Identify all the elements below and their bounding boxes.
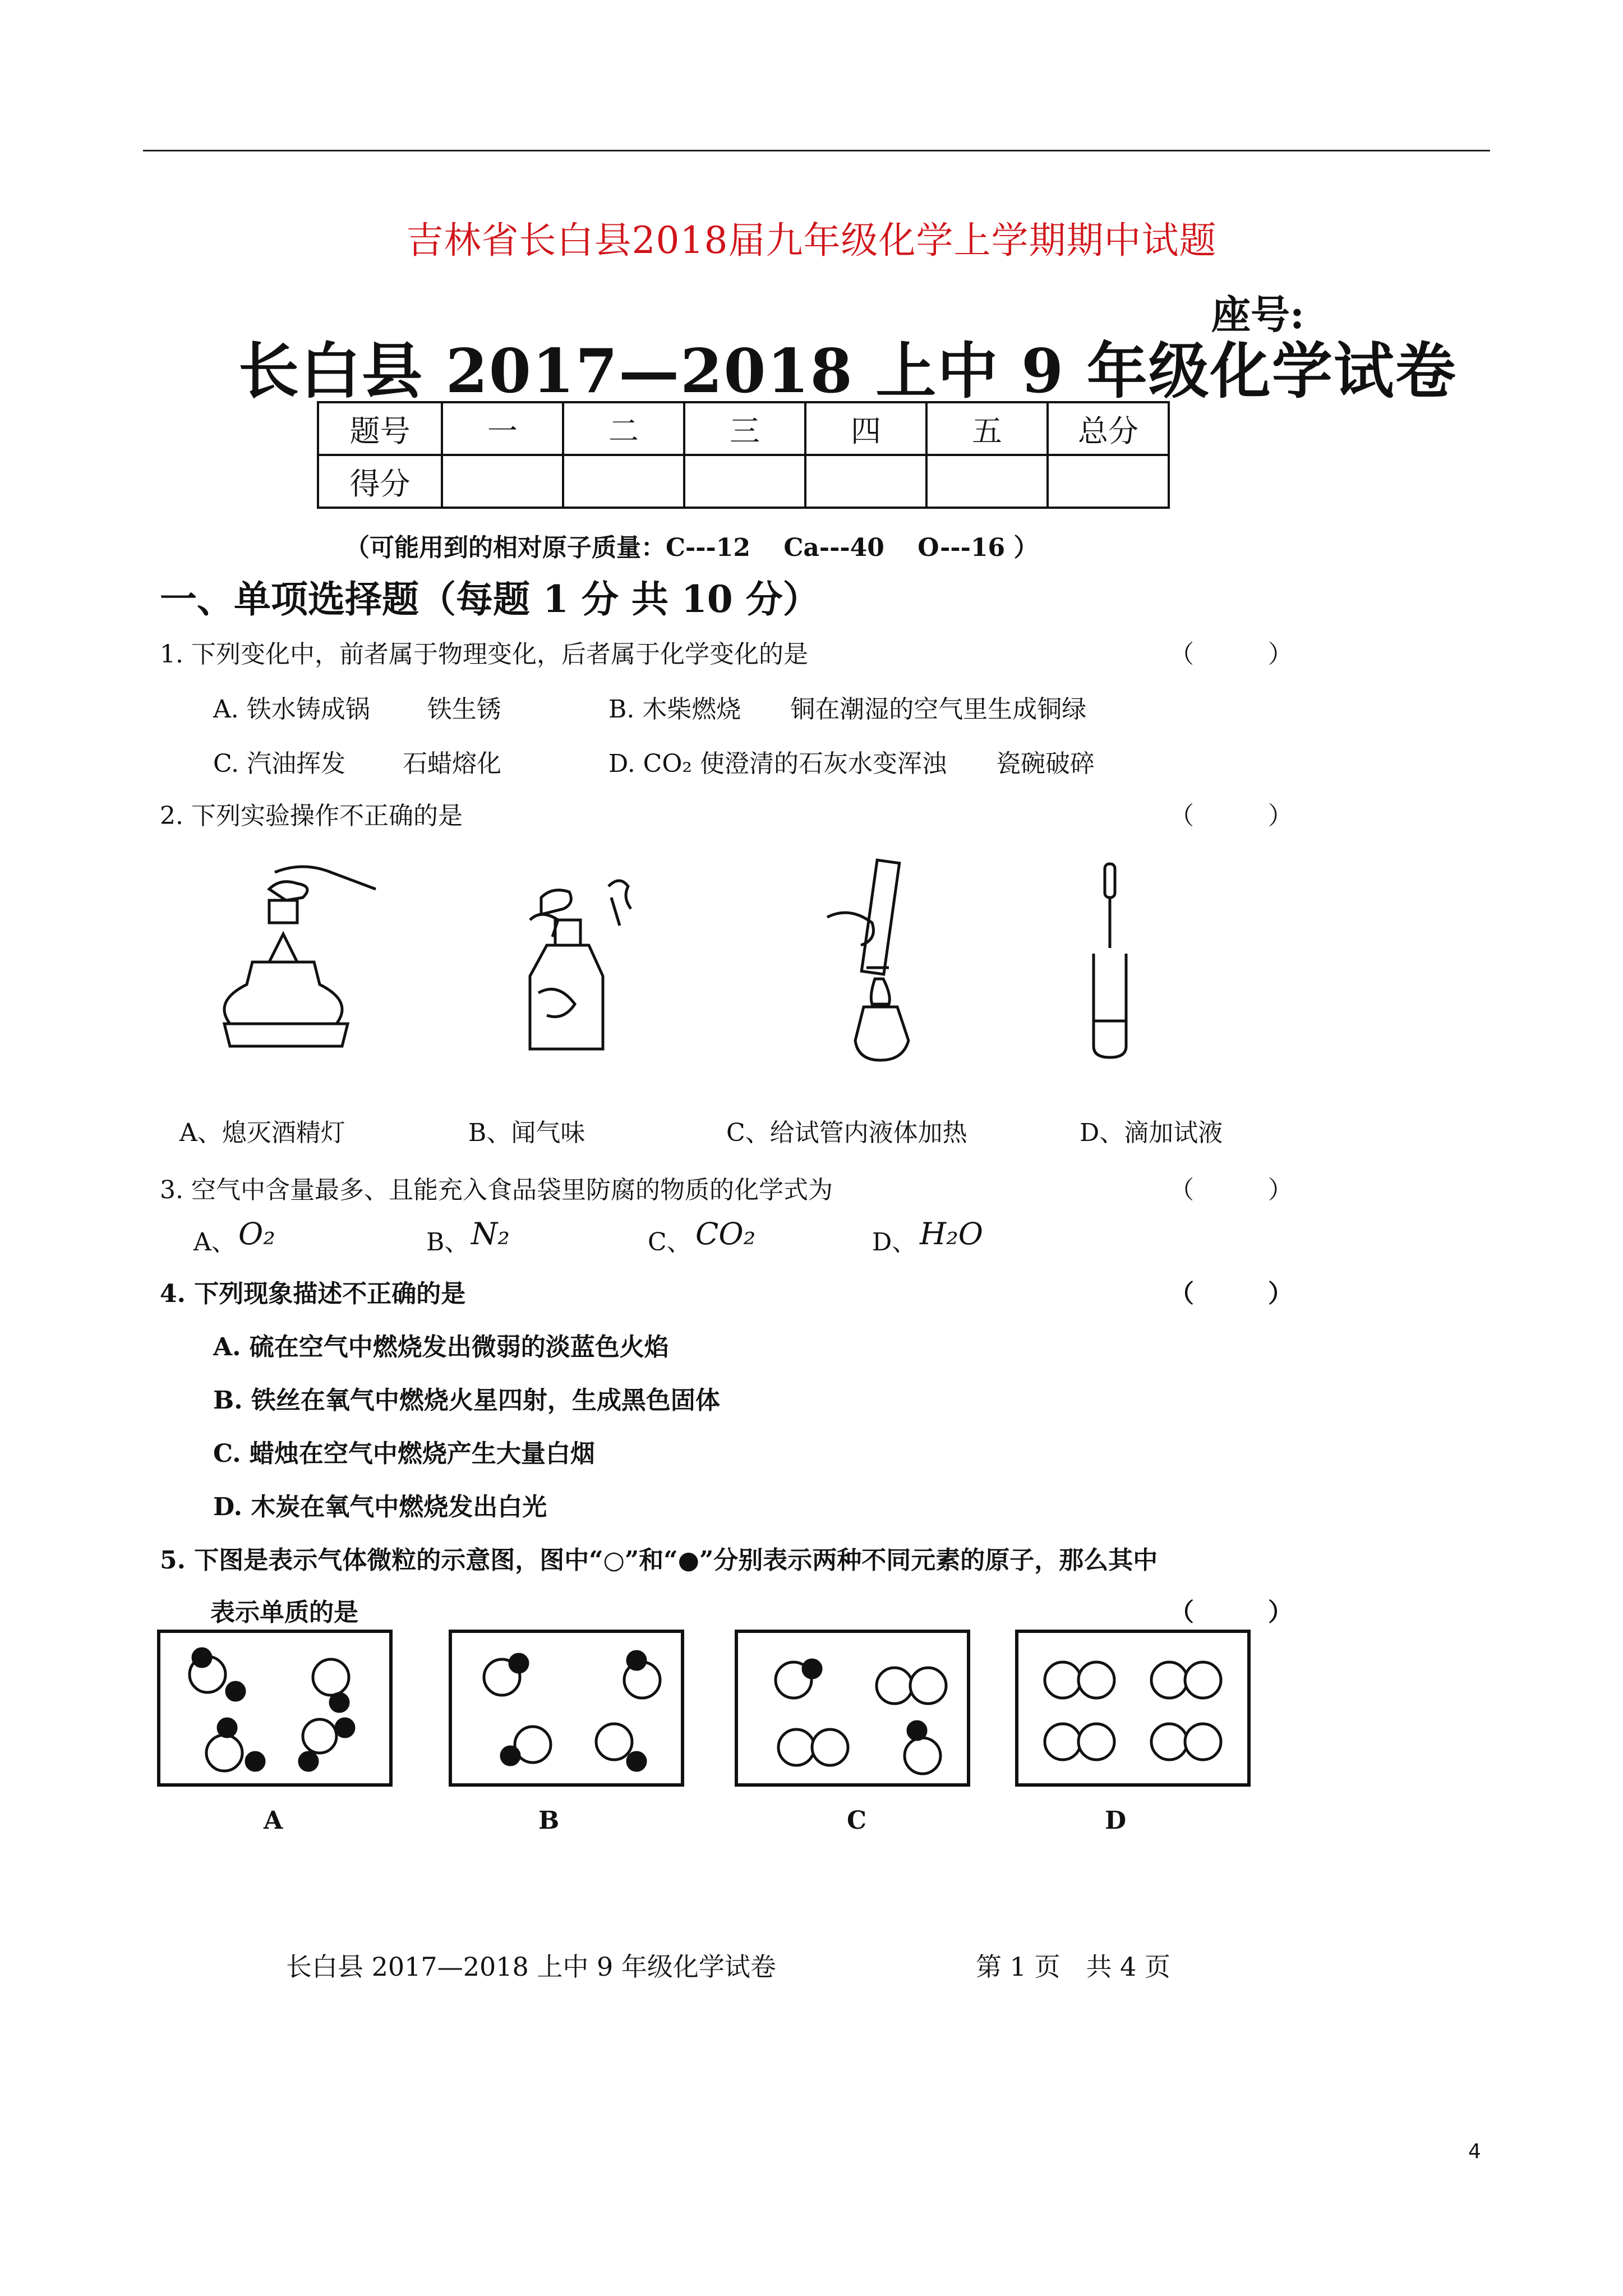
box-label-a: A	[264, 1806, 283, 1835]
score-cell: 二	[563, 402, 684, 455]
question-3-option-a: O₂	[238, 1216, 275, 1251]
seat-number-label: 座号:	[1211, 291, 1304, 338]
question-5-stem-continued: 表示单质的是	[210, 1598, 358, 1627]
particle-box-b	[449, 1630, 684, 1787]
particle-box-c	[735, 1630, 970, 1787]
question-1-option-b: B. 木柴燃烧 铜在潮湿的空气里生成铜绿	[608, 695, 1087, 724]
answer-paren: （ ）	[1169, 640, 1293, 669]
score-input-cell[interactable]	[563, 455, 684, 508]
score-cell: 五	[926, 402, 1048, 455]
score-input-cell[interactable]	[805, 455, 926, 508]
question-5-stem: 5. 下图是表示气体微粒的示意图，图中“○”和“●”分别表示两种不同元素的原子，那么其中	[160, 1546, 1158, 1575]
question-3-option-d-letter: D、	[872, 1228, 917, 1257]
answer-paren: （ ）	[1169, 802, 1293, 830]
score-table	[317, 401, 1170, 509]
footer-exam-title: 长白县 2017—2018 上中 9 年级化学试卷	[286, 1952, 776, 1982]
question-3-option-d: H₂O	[920, 1216, 984, 1251]
score-input-cell[interactable]	[926, 455, 1048, 508]
question-2-option-b: B、闻气味	[468, 1119, 585, 1147]
particle-box-d	[1015, 1630, 1251, 1787]
score-cell: 一	[442, 402, 563, 455]
score-table-header-row	[318, 402, 1169, 455]
score-cell: 总分	[1048, 402, 1169, 455]
box-label-d: D	[1105, 1806, 1127, 1835]
question-3-option-c: CO₂	[695, 1216, 756, 1251]
document-title: 吉林省长白县2018届九年级化学上学期期中试题	[406, 219, 1217, 262]
exam-title: 长白县 2017—2018 上中 9 年级化学试卷	[238, 336, 1457, 407]
top-rule	[143, 150, 1490, 151]
question-4-option-a: A. 硫在空气中燃烧发出微弱的淡蓝色火焰	[213, 1333, 669, 1361]
question-4-option-c: C. 蜡烛在空气中燃烧产生大量白烟	[213, 1439, 595, 1468]
page-number: 4	[1468, 2140, 1481, 2163]
question-1-option-d: D. CO₂ 使澄清的石灰水变浑浊 瓷碗破碎	[608, 749, 1095, 778]
score-table-score-row	[318, 455, 1169, 508]
section-heading: 一、单项选择题（每题 1 分 共 10 分）	[160, 577, 820, 621]
score-cell: 三	[684, 402, 805, 455]
box-label-c: C	[847, 1806, 867, 1835]
answer-paren: （ ）	[1169, 1176, 1293, 1204]
question-4-option-d: D. 木炭在氧气中燃烧发出白光	[213, 1493, 547, 1521]
score-input-cell[interactable]	[442, 455, 563, 508]
question-2-option-d: D、滴加试液	[1080, 1119, 1223, 1147]
answer-paren: （ ）	[1169, 1598, 1293, 1627]
question-3-option-b-letter: B、	[426, 1228, 469, 1257]
dropper-figure	[1080, 853, 1141, 1066]
question-1-option-c: C. 汽油挥发 石蜡熔化	[213, 749, 502, 778]
question-3-option-b: N₂	[471, 1216, 510, 1251]
score-cell: 得分	[318, 455, 442, 508]
question-2-option-c: C、给试管内液体加热	[726, 1119, 967, 1147]
question-1-stem: 1. 下列变化中，前者属于物理变化，后者属于化学变化的是	[160, 640, 808, 669]
box-label-b: B	[538, 1806, 560, 1835]
particle-box-a	[157, 1630, 393, 1787]
alcohol-lamp-figure	[208, 855, 393, 1069]
question-2-option-a: A、熄灭酒精灯	[179, 1119, 345, 1147]
question-1-option-a: A. 铁水铸成锅 铁生锈	[213, 695, 501, 724]
question-4-stem: 4. 下列现象描述不正确的是	[160, 1280, 466, 1308]
footer-page-info: 第 1 页 共 4 页	[976, 1952, 1171, 1982]
question-3-option-a-letter: A、	[193, 1228, 236, 1257]
question-2-stem: 2. 下列实验操作不正确的是	[160, 802, 463, 830]
score-cell: 四	[805, 402, 926, 455]
question-4-option-b: B. 铁丝在氧气中燃烧火星四射，生成黑色固体	[213, 1386, 720, 1415]
score-cell: 题号	[318, 402, 442, 455]
atomic-mass-note: （可能用到的相对原子质量：C---12 Ca---40 O---16 ）	[345, 533, 1039, 562]
score-input-cell[interactable]	[1048, 455, 1169, 508]
answer-paren: （ ）	[1169, 1280, 1293, 1308]
question-3-stem: 3. 空气中含量最多、且能充入食品袋里防腐的物质的化学式为	[160, 1176, 833, 1204]
score-input-cell[interactable]	[684, 455, 805, 508]
question-3-option-c-letter: C、	[648, 1228, 691, 1257]
heating-test-tube-figure	[805, 855, 934, 1069]
smell-gas-figure	[508, 864, 642, 1066]
